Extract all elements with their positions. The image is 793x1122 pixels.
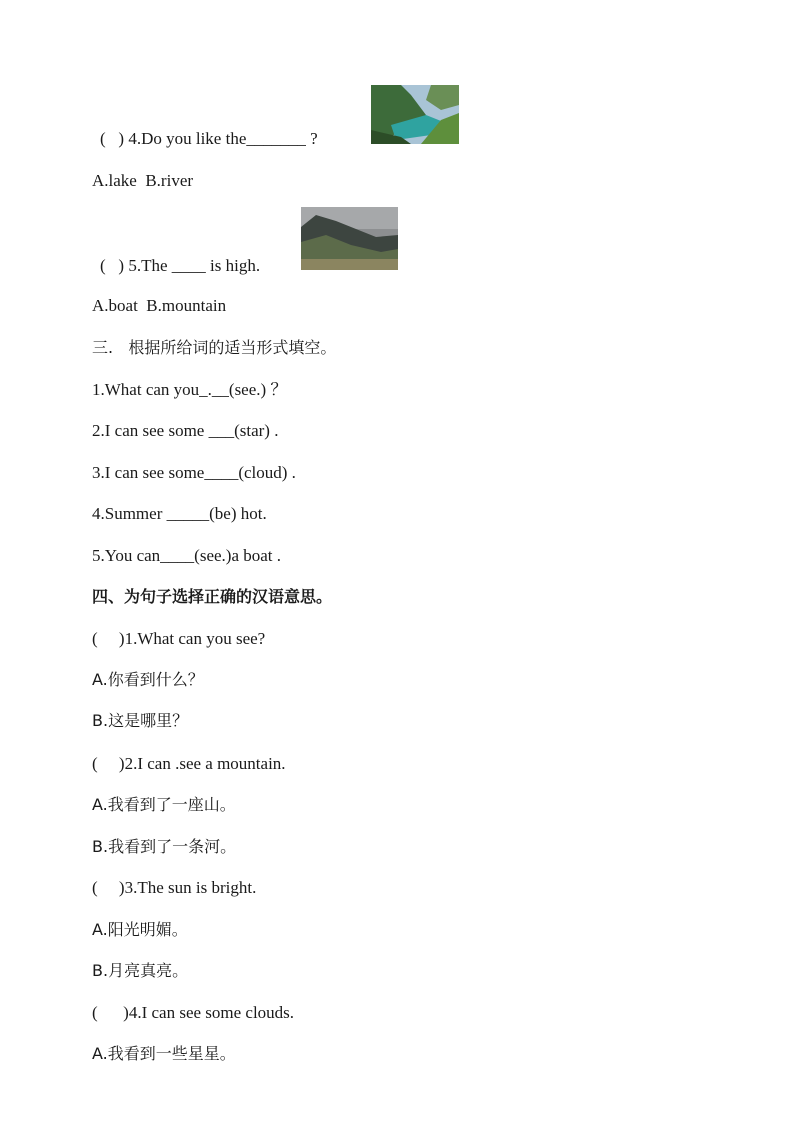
section-3-heading: 三. 根据所给词的适当形式填空。: [92, 338, 337, 357]
choice-question-1: ( )1.What can you see?: [92, 629, 266, 648]
choice-4-option-a: A.我看到一些星星。: [92, 1044, 236, 1063]
question-5-options: A.boat B.mountain: [92, 296, 227, 315]
choice-question-2: ( )2.I can .see a mountain.: [92, 754, 286, 773]
lake-image: [371, 85, 459, 144]
fill-item-1: 1.What can you_.__(see.) ？: [92, 380, 288, 399]
choice-3-option-b: B.月亮真亮。: [92, 961, 189, 980]
fill-item-5: 5.You can____(see.)a boat .: [92, 546, 282, 565]
choice-question-3: ( )3.The sun is bright.: [92, 878, 257, 897]
fill-item-3: 3.I can see some____(cloud) .: [92, 463, 296, 482]
question-4-options: A.lake B.river: [92, 171, 194, 190]
choice-question-4: ( )4.I can see some clouds.: [92, 1003, 295, 1022]
mountain-image: [301, 207, 398, 270]
question-4: ( ) 4.Do you like the_______ ?: [100, 129, 318, 148]
section-4-heading: 四、为句子选择正确的汉语意思。: [92, 587, 333, 606]
choice-2-option-b: B.我看到了一条河。: [92, 837, 237, 856]
fill-item-2: 2.I can see some ___(star) .: [92, 421, 279, 440]
choice-1-option-a: A.你看到什么？: [92, 670, 204, 689]
choice-2-option-a: A.我看到了一座山。: [92, 795, 236, 814]
choice-1-option-b: B.这是哪里？: [92, 711, 189, 730]
question-5: ( ) 5.The ____ is high.: [100, 256, 261, 275]
fill-item-4: 4.Summer _____(be) hot.: [92, 504, 267, 523]
choice-3-option-a: A.阳光明媚。: [92, 920, 188, 939]
